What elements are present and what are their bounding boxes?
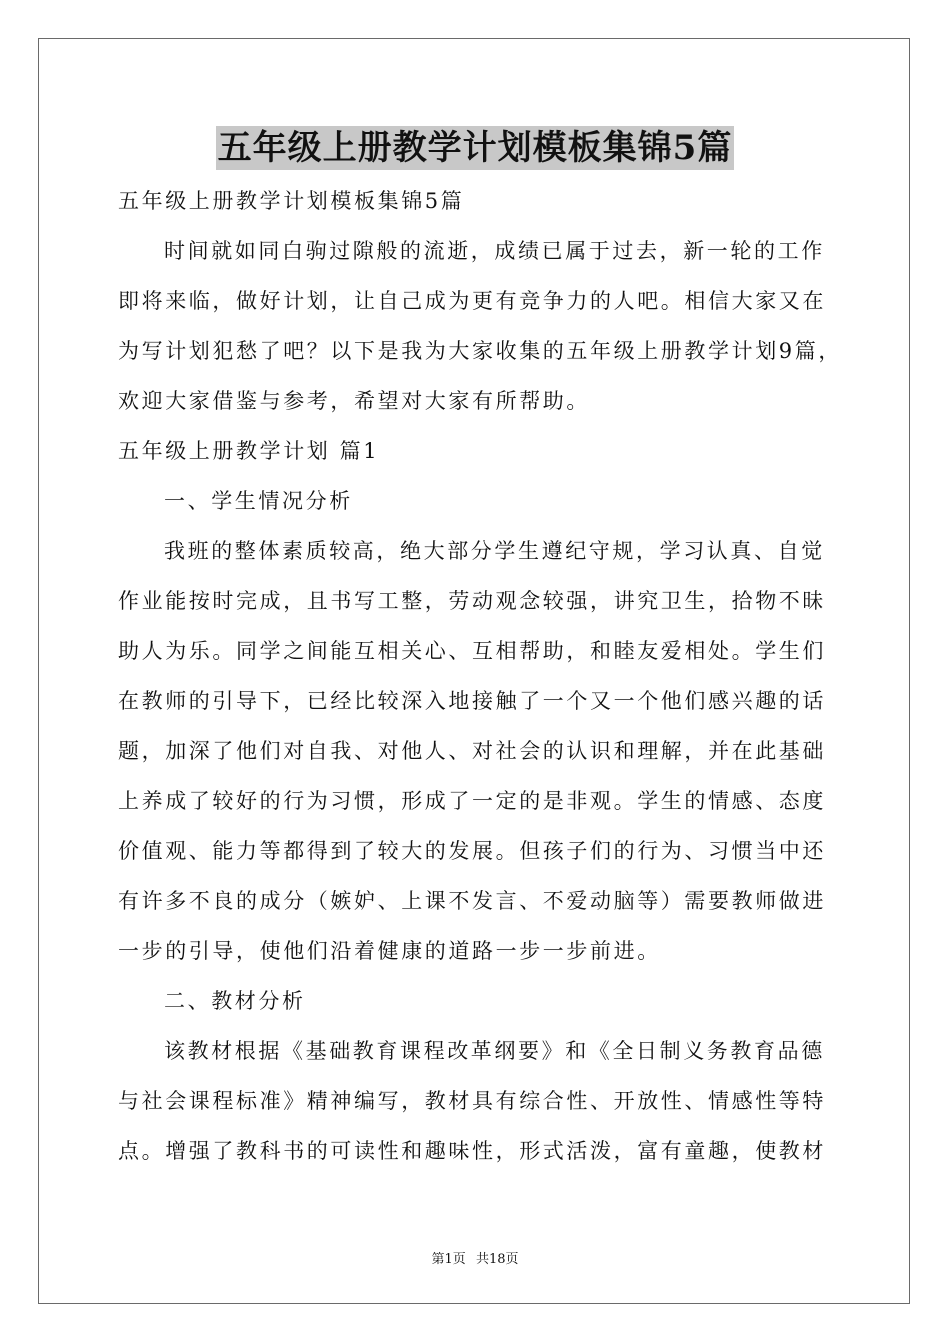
text-line: 五年级上册教学计划 篇1 [118, 439, 380, 463]
text-line: 助人为乐。同学之间能互相关心、互相帮助，和睦友爱相处。学生们 [118, 639, 826, 663]
page-number: 第1页 [431, 1252, 466, 1267]
document-title: 五年级上册教学计划模板集锦5篇 [217, 128, 733, 168]
text-line: 上养成了较好的行为习惯，形成了一定的是非观。学生的情感、态度 [118, 789, 826, 813]
text-line: 作业能按时完成，且书写工整，劳动观念较强，讲究卫生，拾物不昧 [118, 589, 826, 613]
page-total: 共18页 [475, 1252, 519, 1267]
text-line: 题，加深了他们对自我、对他人、对社会的认识和理解，并在此基础 [118, 739, 826, 763]
text-line: 与社会课程标准》精神编写，教材具有综合性、开放性、情感性等特 [118, 1089, 826, 1113]
text-line: 二、教材分析 [164, 989, 306, 1013]
text-line: 有许多不良的成分（嫉妒、上课不发言、不爱动脑等）需要教师做进 [118, 889, 826, 913]
document-body [118, 176, 852, 1176]
text-line: 在教师的引导下，已经比较深入地接触了一个又一个他们感兴趣的话 [118, 689, 826, 713]
text-line: 我班的整体素质较高，绝大部分学生遵纪守规，学习认真、自觉 [164, 539, 825, 563]
text-line: 该教材根据《基础教育课程改革纲要》和《全日制义务教育品德 [164, 1039, 825, 1063]
text-line: 即将来临，做好计划，让自己成为更有竞争力的人吧。相信大家又在 [118, 289, 826, 313]
text-line: 五年级上册教学计划模板集锦5篇 [118, 189, 465, 213]
text-line: 一、学生情况分析 [164, 489, 353, 513]
title-container [0, 126, 950, 170]
text-line: 为写计划犯愁了吧？以下是我为大家收集的五年级上册教学计划9篇， [118, 339, 842, 363]
text-line: 点。增强了教科书的可读性和趣味性，形式活泼，富有童趣，使教材 [118, 1139, 826, 1163]
text-line: 价值观、能力等都得到了较大的发展。但孩子们的行为、习惯当中还 [118, 839, 826, 863]
text-line: 一步的引导，使他们沿着健康的道路一步一步前进。 [118, 939, 661, 963]
text-line: 欢迎大家借鉴与参考，希望对大家有所帮助。 [118, 389, 590, 413]
page-footer [0, 1248, 950, 1267]
text-line: 时间就如同白驹过隙般的流逝，成绩已属于过去，新一轮的工作 [164, 239, 825, 263]
